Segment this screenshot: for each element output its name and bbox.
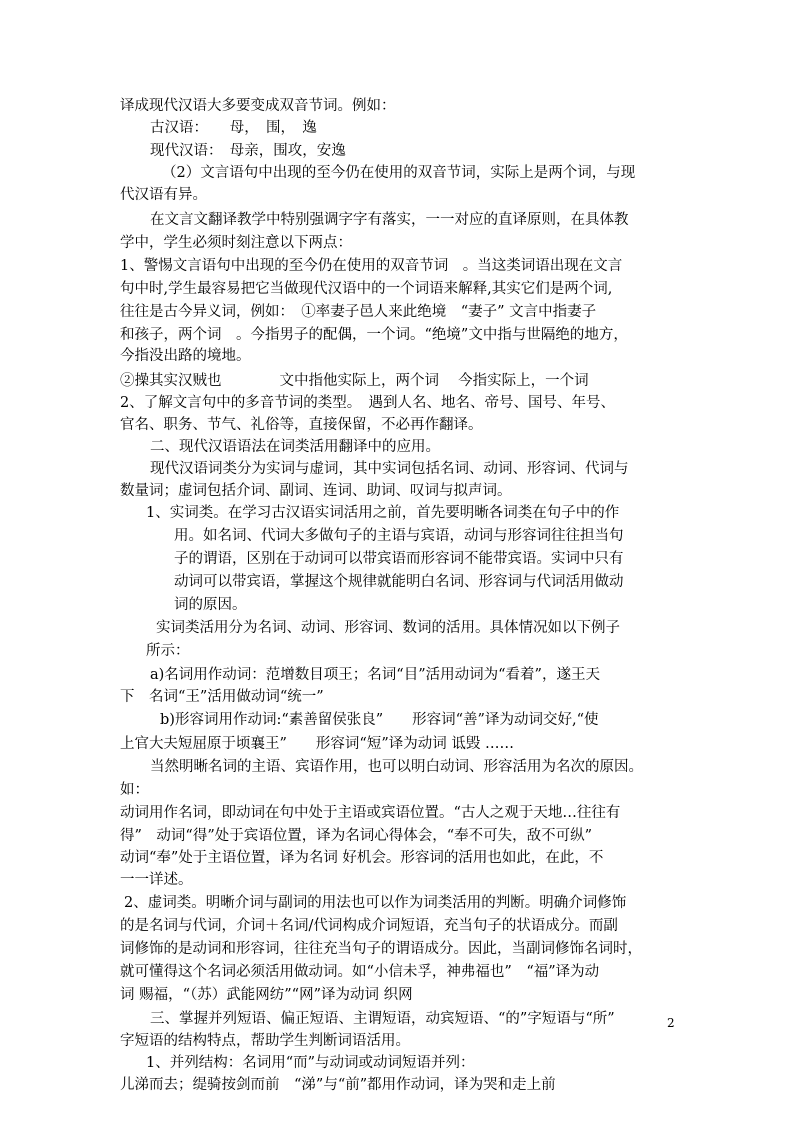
text-line: 儿涕而去；缇骑按剑而前 “涕”与“前”都用作动词，译为哭和走上前 (120, 1077, 556, 1093)
text-line: 字短语的结构特点，帮助学生判断词语活用。 (120, 1033, 410, 1049)
text-line: 在文言文翻译教学中特别强调字字有落实，一一对应的直译原则，在具体教 (150, 212, 629, 228)
text-line: 下 名词“王”活用做动词“统一” (120, 689, 324, 705)
text-line: 词的原因。 (174, 597, 247, 613)
text-line: 实词类活用分为名词、动词、形容词、数词的活用。具体情况如以下例子 (156, 620, 620, 636)
text-line: 2、了解文言句中的多音节词的类型。 遇到人名、地名、帝号、国号、年号、 (120, 395, 615, 411)
text-line: 官名、职务、节气、礼俗等，直接保留，不必再作翻译。 (120, 417, 483, 433)
text-line: 动词用作名词，即动词在句中处于主语或宾语位置。“古人之观于天地…往往有 (120, 805, 621, 821)
text-line: 现代汉语： 母亲，围攻，安逸 (150, 143, 346, 159)
text-line: 当然明晰名词的主语、宾语作用，也可以明白动词、形容活用为名次的原因。 (150, 759, 643, 775)
text-line: 三、掌握并列短语、偏正短语、主谓短语，动宾短语、“的”字短语与“所” (150, 1011, 615, 1027)
text-line: 学中，学生必须时刻注意以下两点： (120, 235, 352, 251)
text-line: a)名词用作动词：范增数目项王；名词“目”活用动词为“看着”，遂王天 (150, 667, 600, 683)
text-line: 1、实词类。在学习古汉语实词活用之前，首先要明晰各词类在句子中的作 (146, 505, 620, 521)
text-line: 用。如名词、代词大多做句子的主语与宾语，动词与形容词往往担当句 (174, 528, 624, 544)
text-line: 所示： (146, 643, 190, 659)
text-line: 现代汉语词类分为实词与虚词，其中实词包括名词、动词、形容词、代词与 (150, 461, 629, 477)
text-line: 今指没出路的境地。 (120, 348, 251, 364)
text-line: 往往是古今异义词，例如： ①率妻子邑人来此绝境 “妻子” 文言中指妻子 (120, 304, 597, 320)
text-line: 1、并列结构：名词用“而”与动词或动词短语并列： (146, 1055, 475, 1071)
text-line: 古汉语： 母， 围， 逸 (150, 120, 317, 136)
text-line: 2、虚词类。明晰介词与副词的用法也可以作为词类活用的判断。明确介词修饰 (124, 895, 627, 911)
text-line: 词修饰的是动词和形容词，往往充当句子的谓语成分。因此，当副词修饰名词时， (120, 941, 642, 957)
text-line: 1、警惕文言语句中出现的至今仍在使用的双音节词 。当这类词语出现在文言 (120, 258, 623, 274)
text-line: 句中时,学生最容易把它当做现代汉语中的一个词语来解释,其实它们是两个词, (120, 281, 613, 297)
text-line: 一一详述。 (120, 872, 193, 888)
page-number: 2 (667, 1016, 675, 1030)
text-line: 子的谓语，区别在于动词可以带宾语而形容词不能带宾语。实词中只有 (174, 551, 624, 567)
text-line: 译成现代汉语大多要变成双音节词。例如： (120, 98, 396, 114)
text-line: 词 赐福，“（苏）武能网纺”“网”译为动词 织网 (120, 987, 413, 1003)
text-line: 和孩子，两个词 。今指男子的配偶，一个词。“绝境”文中指与世隔绝的地方， (120, 327, 628, 343)
text-line: 得” 动词“得”处于宾语位置，译为名词心得体会，“奉不可失，敌不可纵” (120, 828, 593, 844)
text-line: 二、现代汉语语法在词类活用翻译中的应用。 (150, 439, 440, 455)
text-line: 的是名词与代词，介词＋名词/代词构成介词短语，充当句子的状语成分。而副 (120, 918, 618, 934)
text-line: 如： (120, 782, 149, 798)
text-line: 代汉语有异。 (120, 187, 207, 203)
text-line: 动词“奉”处于主语位置，译为名词 好机会。形容词的活用也如此，在此，不 (120, 850, 604, 866)
text-line: 上官大夫短屈原于顷襄王” 形容词“短”译为动词 诋毁 …… (120, 736, 514, 752)
text-line: ②操其实汉贼也 文中指他实际上，两个词 今指实际上，一个词 (120, 373, 589, 389)
text-line: 数量词；虚词包括介词、副词、连词、助词、叹词与拟声词。 (120, 483, 512, 499)
text-line: 就可懂得这个名词必须活用做动词。如“小信未孚，神弗福也” “福”译为动 (120, 964, 600, 980)
text-line: 动词可以带宾语，掌握这个规律就能明白名词、形容词与代词活用做动 (174, 574, 624, 590)
text-line: b)形容词用作动词:“素善留侯张良” 形容词“善”译为动词交好,“使 (160, 712, 599, 728)
text-line: （2）文言语句中出现的至今仍在使用的双音节词，实际上是两个词，与现 (162, 165, 636, 181)
